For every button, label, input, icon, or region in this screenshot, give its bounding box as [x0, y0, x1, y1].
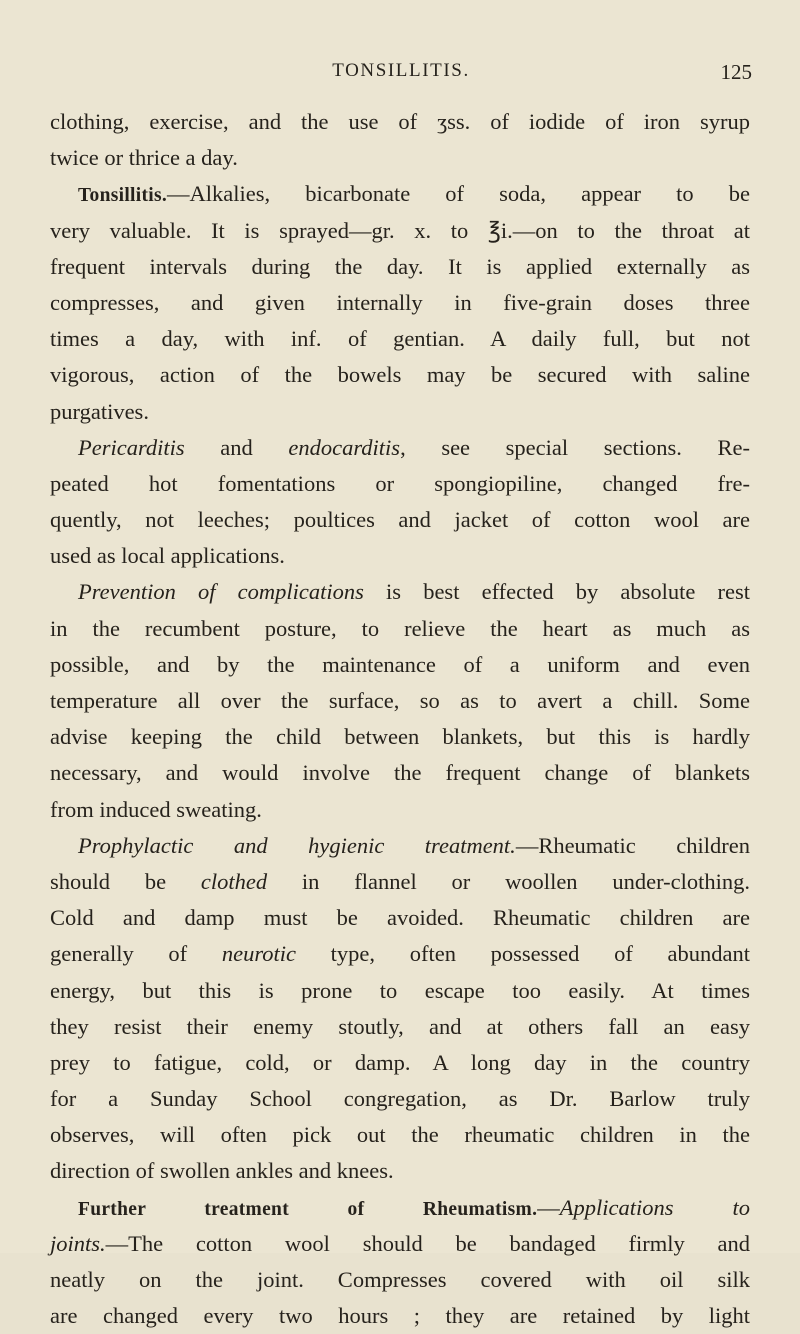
text-line: [50, 1117, 750, 1153]
text-line: [50, 719, 750, 755]
text-run: peated hot fomentations or spongiopiline, changed fre-: [50, 470, 750, 496]
page-number: 125: [720, 60, 752, 84]
text-run: compresses, and given internally in five-grain doses three: [50, 289, 750, 315]
text-line: [50, 973, 750, 1009]
text-run: for a Sunday School congregation, as Dr. Barlow truly: [50, 1086, 750, 1112]
text-run: quently, not leeches; poultices and jacket of cotton wool are: [50, 507, 750, 533]
italic-run: Applications to: [559, 1194, 750, 1220]
text-line: [50, 394, 750, 430]
italic-run: Prevention of complications: [78, 579, 364, 605]
text-line: [50, 430, 750, 466]
text-line: [50, 1153, 750, 1189]
text-run: necessary, and would involve the frequent change of blankets: [50, 760, 750, 786]
italic-run: clothed: [200, 868, 268, 894]
text-line: [50, 574, 750, 610]
text-run: advise keeping the child between blankets, but this is hardly: [50, 724, 750, 750]
text-run: prey to fatigue, cold, or damp. A long day in the country: [50, 1049, 750, 1075]
text-run: observes, will often pick out the rheumatic children in the: [50, 1122, 750, 1148]
text-run: is best effected by absolute rest: [363, 579, 750, 605]
italic-run: Pericarditis: [78, 434, 185, 460]
text-run: in flannel or woollen under-clothing.: [267, 868, 750, 894]
text-line: [50, 321, 750, 357]
text-run: possible, and by the maintenance of a uniform and even: [50, 651, 750, 677]
text-run: frequent intervals during the day. It is applied externally as: [50, 253, 750, 279]
text-run: very valuable. It is sprayed—gr. x. to ℥i.—on to the throat at: [50, 217, 750, 243]
text-line: [50, 611, 750, 647]
text-line: [50, 864, 750, 900]
text-run: —Rheumatic children: [515, 832, 750, 858]
text-line: [50, 502, 750, 538]
text-line: [50, 1298, 750, 1334]
text-line: [50, 538, 750, 574]
italic-run: endocarditis: [288, 434, 401, 460]
text-line: [50, 104, 750, 140]
text-line: [50, 213, 750, 249]
text-line: [50, 1045, 750, 1081]
text-line: [50, 249, 750, 285]
text-line: [50, 1262, 750, 1298]
text-line: [50, 1226, 750, 1262]
text-run: they resist their enemy stoutly, and at others fall an easy: [50, 1013, 750, 1039]
text-run: energy, but this is prone to escape too easily. At times: [50, 977, 750, 1003]
text-run: —: [537, 1194, 560, 1220]
section-heading: Tonsillitis.: [78, 185, 168, 207]
italic-run: joints.: [50, 1230, 106, 1256]
text-run: used as local applications.: [50, 543, 285, 569]
text-run: in the recumbent posture, to relieve the heart as much as: [50, 615, 750, 641]
italic-run: neurotic: [221, 941, 296, 967]
text-run: Cold and damp must be avoided. Rheumatic children are: [50, 905, 750, 931]
text-line: [50, 1190, 750, 1226]
text-run: clothing, exercise, and the use of ʒss. of iodide of iron syrup: [50, 109, 750, 134]
text-line: [50, 647, 750, 683]
text-line: [50, 176, 750, 212]
text-run: vigorous, action of the bowels may be secured with saline: [50, 362, 750, 388]
text-run: direction of swollen ankles and knees.: [50, 1158, 394, 1184]
text-run: should be: [50, 868, 201, 894]
text-line: [50, 936, 750, 972]
text-line: [50, 828, 750, 864]
body-text: [50, 104, 750, 1334]
text-line: [50, 1081, 750, 1117]
text-run: generally of: [50, 941, 222, 967]
text-line: [50, 466, 750, 502]
italic-run: Prophylactic and hygienic treatment.: [78, 832, 516, 858]
text-line: [50, 140, 750, 176]
text-run: neatly on the joint. Compresses covered with oil silk: [50, 1267, 750, 1292]
text-run: twice or thrice a day.: [50, 145, 238, 171]
text-line: [50, 357, 750, 393]
text-line: [50, 755, 750, 791]
text-run: —Alkalies, bicarbonate of soda, appear to be: [167, 181, 750, 207]
running-title: TONSILLITIS.: [332, 60, 470, 81]
text-run: times a day, with inf. of gentian. A daily full, but not: [50, 326, 750, 352]
text-line: [50, 683, 750, 719]
text-run: temperature all over the surface, so as to avert a chill. Some: [50, 688, 750, 713]
text-line: [50, 792, 750, 828]
text-run: and: [184, 434, 289, 460]
text-line: [50, 1009, 750, 1045]
text-run: , see special sections. Re-: [400, 434, 750, 460]
text-run: —The cotton wool should be bandaged firmly and: [105, 1230, 750, 1256]
text-run: type, often possessed of abundant: [295, 941, 750, 967]
section-heading: Further treatment of Rheumatism.: [78, 1198, 538, 1220]
text-line: [50, 900, 750, 936]
text-run: from induced sweating.: [50, 796, 262, 822]
text-run: are changed every two hours ; they are retained by light: [50, 1303, 750, 1329]
text-run: purgatives.: [50, 398, 149, 424]
text-line: [50, 285, 750, 321]
page-header: [50, 60, 752, 92]
